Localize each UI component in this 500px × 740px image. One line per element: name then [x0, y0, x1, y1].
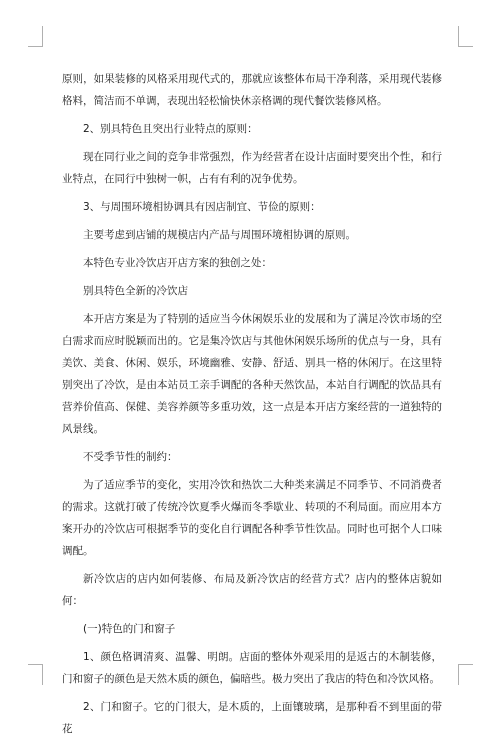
- crop-mark-top-right: [458, 26, 473, 47]
- paragraph-1: 原则，如果装修的风格采用现代式的，那就应该整体布局干净利落，采用现代装修格料，简洁而不单调，表现出轻松愉快休亲格调的现代餐饮装修风格。: [62, 73, 442, 107]
- paragraph-14: 2、门和窗子。它的门很大，是木质的，上面镶玻璃，是那种看不到里面的带花: [62, 701, 442, 735]
- paragraph-12: (一)特色的门和窗子: [83, 623, 176, 635]
- paragraph-7: 别具特色全新的冷饮店: [83, 285, 188, 297]
- paragraph-13: 1、颜色格调清爽、温馨、明朗。店面的整体外观采用的是返古的木制装修，门和窗子的颜色是天然木质的颜色，偏暗些。极力突出了我店的特色和冷饮风格。: [62, 651, 442, 685]
- crop-mark-bottom-left: [28, 664, 43, 685]
- paragraph-5: 主要考虑到店铺的规模店内产品与周围环境相协调的原则。: [83, 229, 356, 241]
- paragraph-11: 新冷饮店的店内如何装修、布局及新冷饮店的经营方式？店内的整体店貌如何：: [62, 573, 442, 607]
- document-body: [62, 68, 442, 740]
- paragraph-4: 3、与周围环境相协调具有因店制宜、节俭的原则：: [83, 201, 321, 213]
- paragraph-8: 本开店方案是为了特别的适应当今休闲娱乐业的发展和为了满足冷饮市场的空白需求而应时脱颖而出的。它是集冷饮店与其他休闲娱乐场所的优点与一身，具有美饮、美食、休闲、娱乐，环境幽雅、安静、舒适、别具一格的休闲厅。在这里特别突出了冷饮，是由本站员工亲手调配的各种天然饮品，本站自行调配的饮品具有营养价值高、保健、美容养颜等多重功效，这一点是本开店方案经营的一道独特的风景线。: [62, 313, 442, 435]
- crop-mark-top-left: [28, 26, 43, 47]
- paragraph-2: 2、别具特色且突出行业特点的原则：: [83, 123, 258, 135]
- crop-mark-bottom-right: [458, 664, 473, 685]
- paragraph-10: 为了适应季节的变化，实用冷饮和热饮二大种类来满足不同季节、不同消费者的需求。这就打破了传统冷饮夏季火爆而冬季歇业、转项的不利局面。而应用本方案开办的冷饮店可根据季节的变化自行调配各种季节性饮品。同时也可据个人口味调配。: [62, 479, 442, 557]
- paragraph-6: 本特色专业冷饮店开店方案的独创之处：: [83, 257, 272, 269]
- paragraph-3: 现在同行业之间的竞争非常强烈，作为经营者在设计店面时要突出个性，和行业特点，在同行中独树一帜，占有有利的况争优势。: [62, 151, 442, 185]
- paragraph-9: 不受季节性的制约：: [83, 451, 178, 463]
